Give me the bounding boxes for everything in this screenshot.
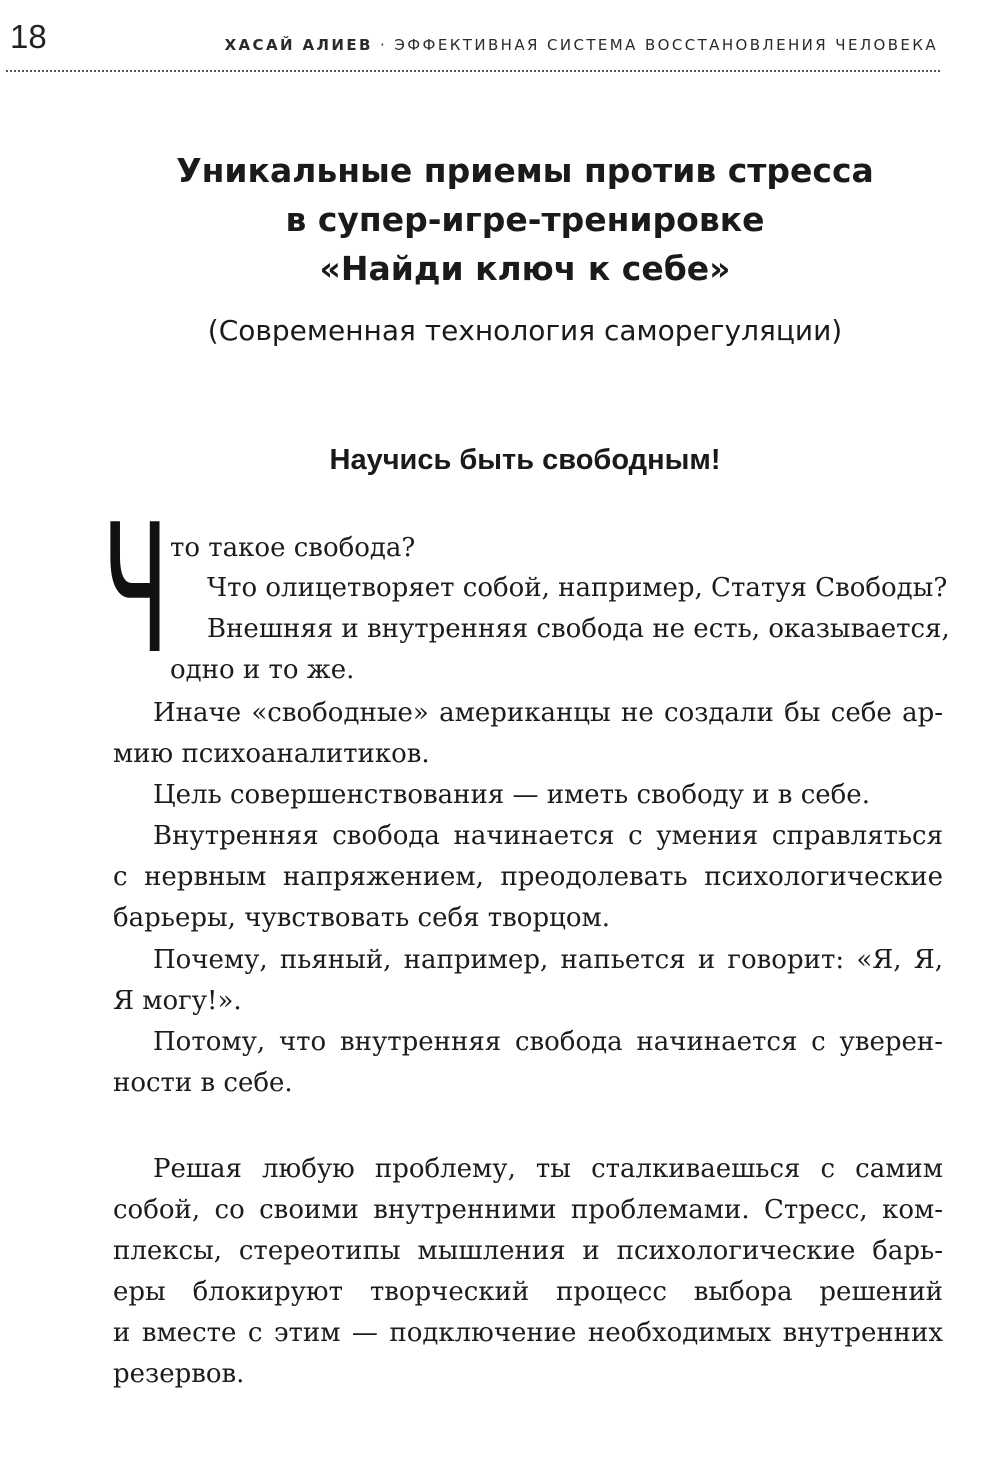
chapter-title-line: в супер-игре-тренировке	[285, 200, 765, 239]
body-line: и вместе с этим — подключение необходимых внутренних	[113, 1318, 943, 1348]
body-line: барьеры, чувствовать себя творцом.	[113, 903, 610, 933]
page-number: 18	[10, 18, 47, 55]
running-head	[225, 36, 938, 54]
body-line: Что олицетворяет собой, например, Статуя Свободы?	[207, 573, 948, 603]
body-line: с нервным напряжением, преодолевать психологические	[113, 862, 943, 892]
chapter-title	[100, 146, 950, 293]
page-header	[0, 0, 1000, 80]
body-line: мию психоаналитиков.	[113, 739, 430, 769]
dotted-divider	[6, 70, 940, 72]
body-line: Внутренняя свобода начинается с умения справляться	[153, 821, 943, 851]
body-line: плексы, стереотипы мышления и психологические барь-	[113, 1236, 943, 1266]
body-line: Я могу!».	[113, 986, 242, 1016]
body-line: Иначе «свободные» американцы не создали бы себе ар-	[153, 698, 943, 728]
running-head-separator: ·	[380, 36, 388, 54]
body-line: еры блокируют творческий процесс выбора решений	[113, 1277, 943, 1307]
section-heading: Научись быть свободным!	[329, 444, 721, 476]
chapter-title-line: Уникальные приемы против стресса	[176, 151, 874, 190]
body-line: то такое свобода?	[170, 533, 416, 563]
chapter-subtitle: (Современная технология саморегуляции)	[207, 314, 843, 347]
body-line: Цель совершенствования — иметь свободу и в себе.	[153, 780, 870, 810]
body-line: резервов.	[113, 1359, 245, 1389]
drop-cap: Ч	[102, 486, 170, 693]
body-line: собой, со своими внутренними проблемами. Стресс, ком-	[113, 1195, 943, 1225]
body-line: ности в себе.	[113, 1068, 293, 1098]
chapter-title-line: «Найди ключ к себе»	[319, 249, 731, 288]
body-line: Потому, что внутренняя свобода начинается с уверен-	[153, 1027, 943, 1057]
body-line: Внешняя и внутренняя свобода не есть, оказывается,	[207, 614, 950, 644]
running-head-author: ХАСАЙ АЛИЕВ	[224, 36, 373, 54]
running-head-book-title: ЭФФЕКТИВНАЯ СИСТЕМА ВОССТАНОВЛЕНИЯ ЧЕЛОВЕКА	[394, 36, 938, 54]
body-line: одно и то же.	[170, 655, 355, 685]
body-line: Решая любую проблему, ты сталкиваешься с самим	[153, 1154, 943, 1184]
body-line: Почему, пьяный, например, напьется и говорит: «Я, Я,	[153, 945, 943, 975]
